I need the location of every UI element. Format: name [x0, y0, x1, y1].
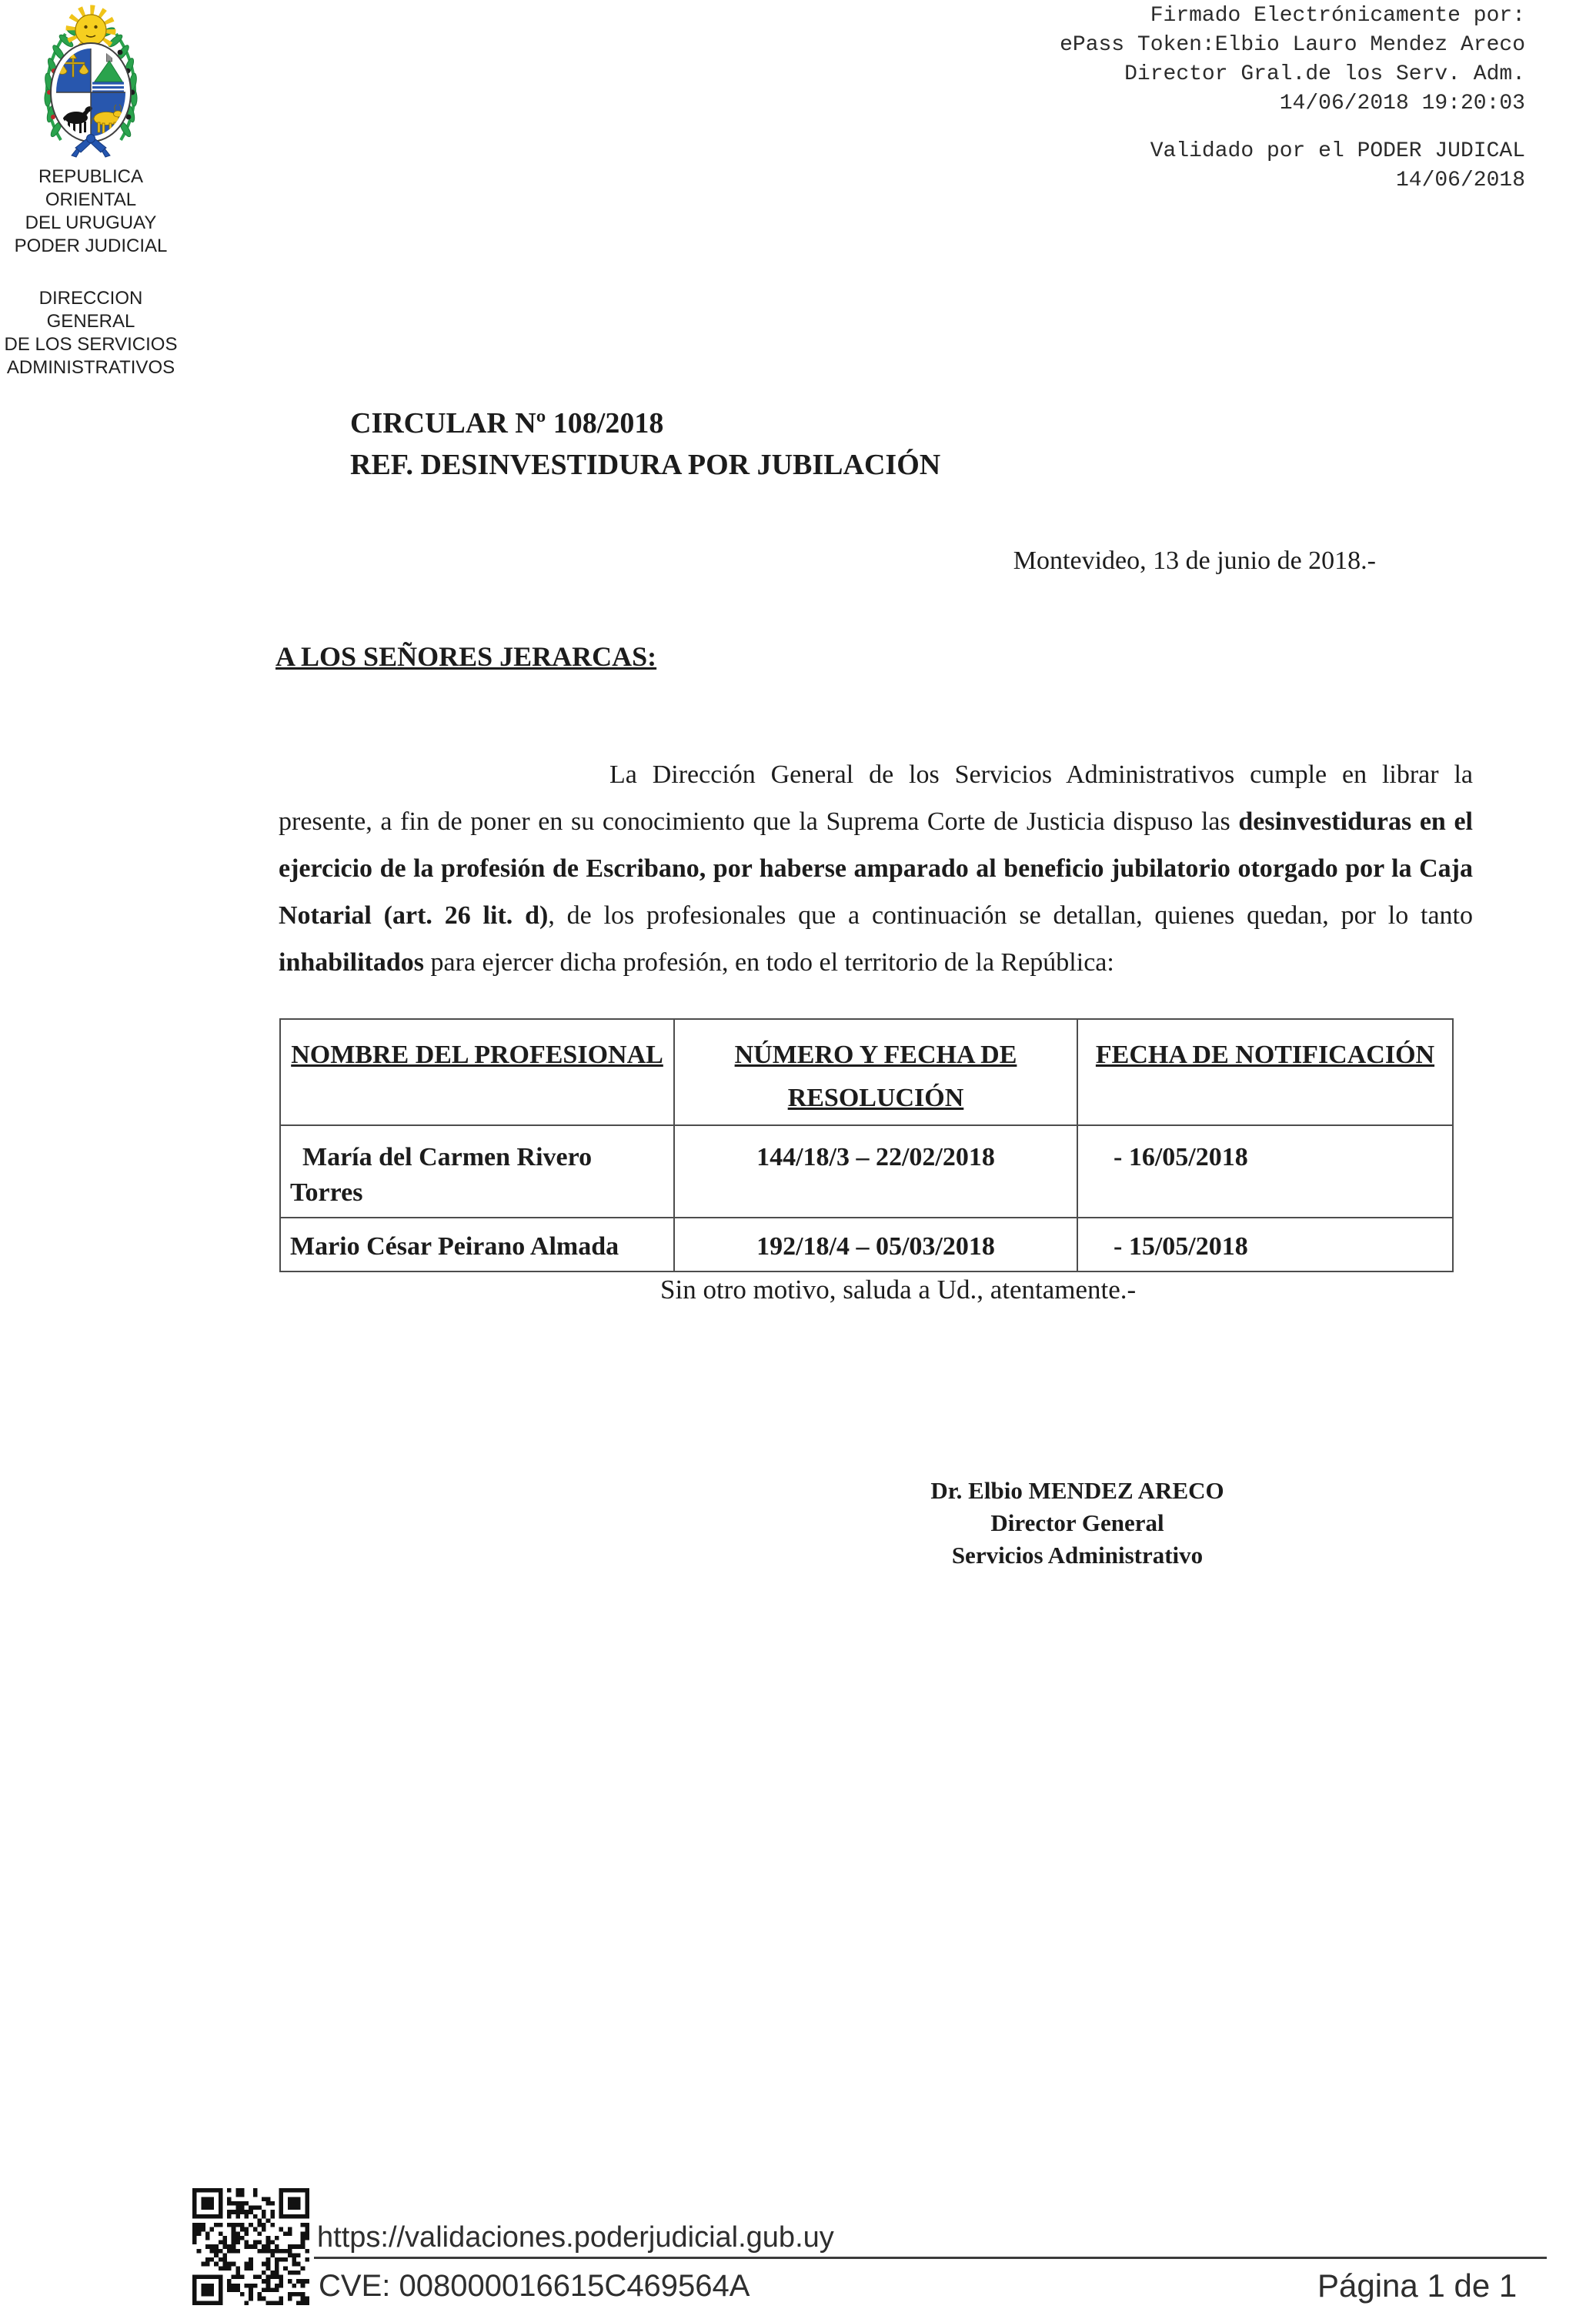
header-notification-date: FECHA DE NOTIFICACIÓN: [1077, 1019, 1453, 1125]
org-line: PODER JUDICIAL: [14, 236, 168, 256]
table-row: [280, 1218, 1453, 1271]
body-segment: para ejercer dicha profesión, en todo el territorio de la República:: [423, 948, 1114, 977]
cell-notification-date: - 15/05/2018: [1077, 1218, 1453, 1271]
qr-code: [192, 2188, 309, 2305]
validation-block: [1150, 137, 1525, 195]
dept-line: ADMINISTRATIVOS: [6, 357, 175, 378]
closing-line: Sin otro motivo, saluda a Ud., atentamente.-: [660, 1275, 1137, 1305]
org-line: REPUBLICA ORIENTAL: [38, 166, 144, 210]
body-segment: , de los profesionales que a continuación se detallan, quienes quedan, por lo tanto: [548, 901, 1473, 930]
circular-title-block: [350, 406, 940, 482]
validation-date: 14/06/2018: [1395, 169, 1525, 192]
esign-line: ePass Token:Elbio Lauro Mendez Areco: [1060, 33, 1525, 57]
signer-name: Dr. Elbio MENDEZ ARECO: [930, 1477, 1224, 1504]
header-resolution: NÚMERO Y FECHA DE RESOLUCIÓN: [674, 1019, 1077, 1125]
dept-line: DE LOS SERVICIOS: [4, 334, 178, 355]
signer-office: Servicios Administrativo: [951, 1542, 1204, 1569]
table-row: [280, 1125, 1453, 1218]
resolutions-table: [279, 1018, 1454, 1272]
dateline: Montevideo, 13 de junio de 2018.-: [1013, 546, 1376, 575]
cell-notification-date: - 16/05/2018: [1077, 1125, 1453, 1218]
page-indicator: Página 1 de 1: [1317, 2267, 1518, 2304]
salutation: A LOS SEÑORES JERARCAS:: [275, 641, 657, 672]
footer-divider: [314, 2257, 1547, 2259]
dept-line: DIRECCION GENERAL: [38, 288, 143, 332]
cell-resolution: 144/18/3 – 22/02/2018: [674, 1125, 1077, 1218]
signer-title: Director General: [990, 1509, 1164, 1536]
cell-professional-name: Mario César Peirano Almada: [280, 1218, 674, 1271]
header-professional-name: NOMBRE DEL PROFESIONAL: [280, 1019, 674, 1125]
org-line: DEL URUGUAY: [25, 212, 157, 233]
signature-block: [877, 1475, 1277, 1572]
letterhead-brand: [0, 2, 182, 379]
cell-resolution: 192/18/4 – 05/03/2018: [674, 1218, 1077, 1271]
cell-professional-name: María del Carmen Rivero Torres: [280, 1125, 674, 1218]
esign-line: Director Gral.de los Serv. Adm.: [1124, 62, 1525, 86]
esign-timestamp: 14/06/2018 19:20:03: [1279, 92, 1525, 115]
circular-subject: REF. DESINVESTIDURA POR JUBILACIÓN: [350, 449, 941, 481]
circular-number: CIRCULAR Nº 108/2018: [350, 407, 664, 439]
body-segment-bold: desinvestiduras en el ejercicio de la profesión de Escribano, por haberse amparado al beneficio jubilatorio otorgado por la Caja Notarial (art. 26 lit. d): [279, 807, 1474, 930]
esign-line: Firmado Electrónicamente por:: [1150, 4, 1525, 28]
department-name: [0, 287, 182, 379]
cve-code: CVE: 008000016615C469564A: [319, 2269, 750, 2303]
electronic-signature-block: [1060, 2, 1525, 119]
body-segment-bold: inhabilitados: [279, 948, 424, 977]
validation-url-link[interactable]: https://validaciones.poderjudicial.gub.uy: [317, 2221, 834, 2254]
uruguay-coat-of-arms-logo: [33, 2, 149, 159]
body-segment: La Dirección General de los Servicios Administrativos cumple en librar la presente, a fin de poner en su conocimiento que la Suprema Corte de Justicia dispuso las: [279, 760, 1473, 836]
validation-line: Validado por el PODER JUDICAL: [1150, 139, 1525, 163]
org-name: [0, 165, 182, 258]
body-paragraph: [279, 751, 1473, 986]
table-header-row: [280, 1019, 1453, 1125]
